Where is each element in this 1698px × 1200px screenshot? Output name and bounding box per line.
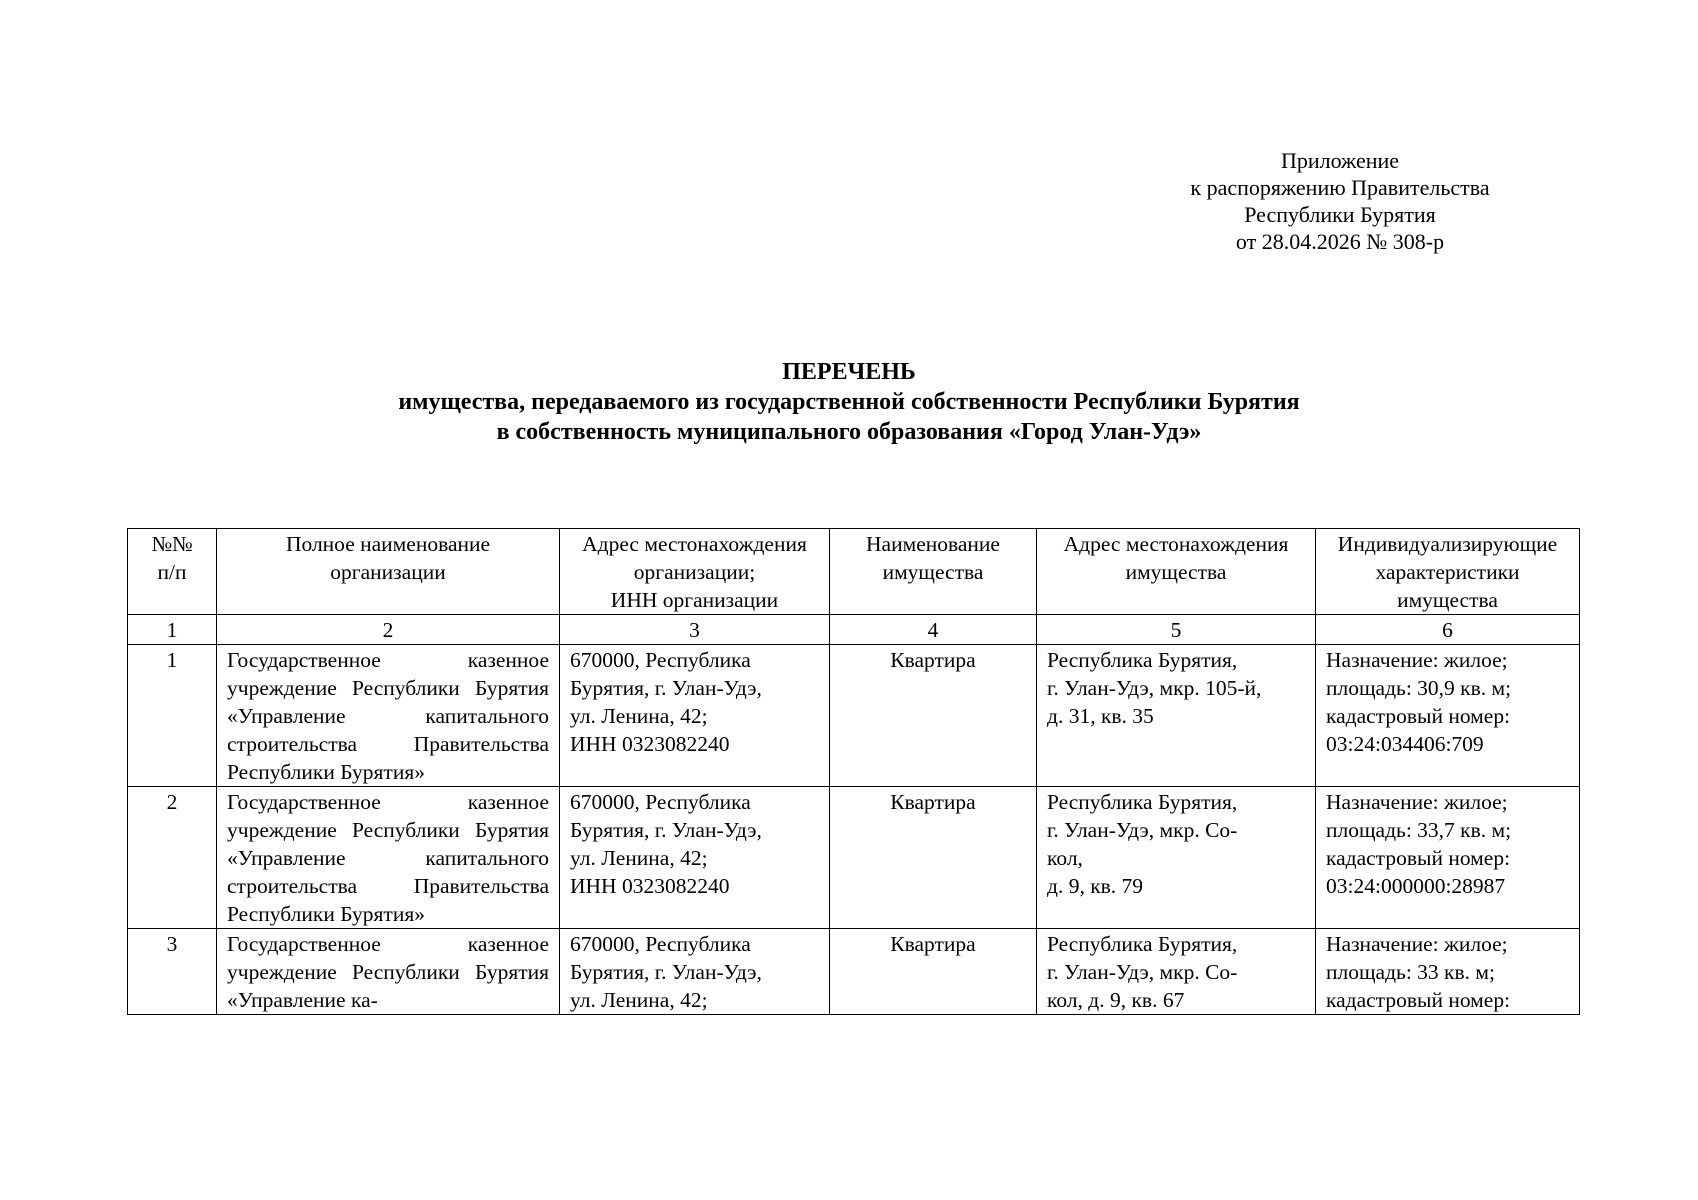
property-characteristics: Назначение: жилое; площадь: 33,7 кв. м; кадастровый номер: 03:24:000000:28987 (1316, 787, 1580, 929)
appendix-line-4: от 28.04.2026 № 308-р (1235, 229, 1445, 254)
property-characteristics: Назначение: жилое; площадь: 33 кв. м; кадастровый номер: (1316, 929, 1580, 1015)
table-row (128, 787, 1580, 929)
property-name: Квартира (830, 645, 1037, 787)
header-col-2: Полное наименование организации (217, 529, 560, 615)
property-name: Квартира (830, 787, 1037, 929)
organization-name: Государственное казенное учреждение Республики Бурятия «Управление капитального строительства Правительства Республики Бурятия» (217, 787, 560, 929)
header-col-4: Наименование имущества (830, 529, 1037, 615)
property-address: Республика Бурятия, г. Улан-Удэ, мкр. Со- кол, д. 9, кв. 67 (1037, 929, 1316, 1015)
column-number-row (128, 615, 1580, 645)
header-col-5: Адрес местонахождения имущества (1037, 529, 1316, 615)
table-header-row (128, 529, 1580, 615)
title-line-2: имущества, передаваемого из государственной собственности Республики Бурятия (398, 389, 1300, 415)
header-col-3: Адрес местонахождения организации; ИНН организации (560, 529, 830, 615)
property-address: Республика Бурятия, г. Улан-Удэ, мкр. Со- кол, д. 9, кв. 79 (1037, 787, 1316, 929)
table-row (128, 645, 1580, 787)
row-number: 3 (128, 929, 217, 1015)
column-number-1: 1 (128, 615, 217, 645)
property-table (127, 528, 1580, 1015)
property-characteristics: Назначение: жилое; площадь: 30,9 кв. м; кадастровый номер: 03:24:034406:709 (1316, 645, 1580, 787)
property-name: Квартира (830, 929, 1037, 1015)
appendix-line-1: Приложение (1280, 148, 1400, 173)
organization-address: 670000, Республика Бурятия, г. Улан-Удэ, ул. Ленина, 42; ИНН 0323082240 (560, 787, 830, 929)
organization-name: Государственное казенное учреждение Республики Бурятия «Управление ка- (217, 929, 560, 1015)
column-number-5: 5 (1037, 615, 1316, 645)
organization-address: 670000, Республика Бурятия, г. Улан-Удэ, ул. Ленина, 42; (560, 929, 830, 1015)
table-row (128, 929, 1580, 1015)
header-col-6: Индивидуализирующие характеристики имущества (1316, 529, 1580, 615)
column-number-2: 2 (217, 615, 560, 645)
organization-address: 670000, Республика Бурятия, г. Улан-Удэ, ул. Ленина, 42; ИНН 0323082240 (560, 645, 830, 787)
title-line-3: в собственность муниципального образования «Город Улан-Удэ» (496, 419, 1202, 445)
column-number-4: 4 (830, 615, 1037, 645)
document-title (100, 357, 1598, 447)
row-number: 1 (128, 645, 217, 787)
title-line-1: ПЕРЕЧЕНЬ (782, 359, 916, 385)
column-number-3: 3 (560, 615, 830, 645)
property-address: Республика Бурятия, г. Улан-Удэ, мкр. 105-й, д. 31, кв. 35 (1037, 645, 1316, 787)
organization-name: Государственное казенное учреждение Республики Бурятия «Управление капитального строительства Правительства Республики Бурятия» (217, 645, 560, 787)
column-number-6: 6 (1316, 615, 1580, 645)
appendix-line-3: Республики Бурятия (1244, 202, 1436, 227)
appendix-line-2: к распоряжению Правительства (1190, 175, 1490, 200)
header-col-1: №№ п/п (128, 529, 217, 615)
row-number: 2 (128, 787, 217, 929)
appendix-block (1190, 147, 1490, 255)
